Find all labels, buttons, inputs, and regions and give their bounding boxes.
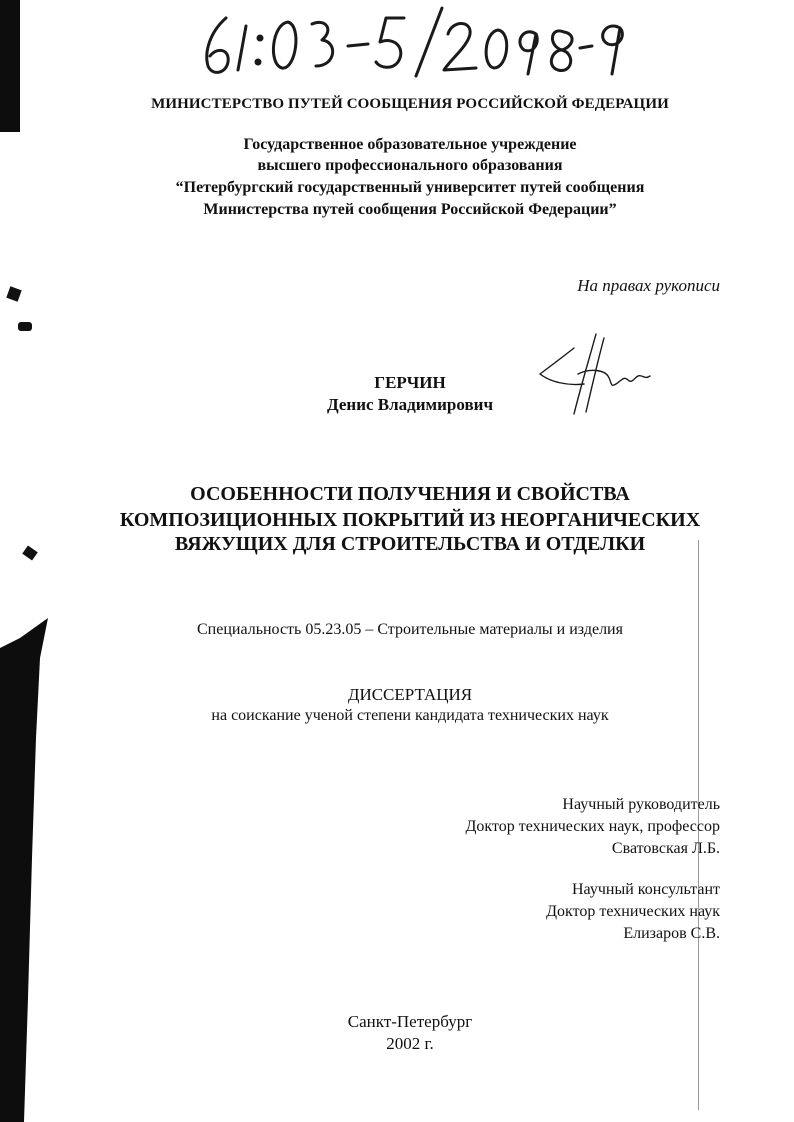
dissertation-title-line-3: ВЯЖУЩИХ ДЛЯ СТРОИТЕЛЬСТВА И ОТДЕЛКИ [174, 533, 646, 555]
degree-sought: на соискание ученой степени кандидата технических наук [211, 707, 609, 724]
consultant-degree: Доктор технических наук [546, 903, 720, 920]
author-signature [534, 332, 658, 418]
scan-speck [22, 545, 38, 560]
document-type: ДИССЕРТАЦИЯ [347, 685, 473, 704]
supervisor-degree: Доктор технических наук, профессор [465, 818, 720, 835]
supervisor-name: Сватовская Л.Б. [611, 840, 720, 857]
scan-edge-shadow-bottom [0, 618, 56, 1122]
ministry-name: МИНИСТЕРСТВО ПУТЕЙ СООБЩЕНИЯ РОССИЙСКОЙ ФЕДЕРАЦИИ [151, 96, 669, 112]
institution-line-4: Министерства путей сообщения Российской Федерации” [203, 201, 617, 218]
institution-line-1: Государственное образовательное учреждение [243, 136, 577, 153]
author-surname: ГЕРЧИН [374, 373, 446, 392]
consultant-name: Елизаров С.В. [623, 925, 720, 942]
institution-line-3: “Петербургский государственный университет путей сообщения [175, 179, 645, 196]
scan-speck [18, 322, 32, 331]
consultant-role: Научный консультант [572, 881, 720, 898]
author-name: Денис Владимирович [326, 395, 494, 414]
city: Санкт-Петербург [347, 1012, 473, 1031]
handwritten-archive-number [192, 4, 632, 84]
scan-edge-shadow [0, 0, 20, 132]
dissertation-title-line-1: ОСОБЕННОСТИ ПОЛУЧЕНИЯ И СВОЙСТВА [190, 483, 630, 505]
scan-speck [6, 286, 21, 301]
year: 2002 г. [386, 1034, 434, 1053]
institution-line-2: высшего профессионального образования [257, 157, 563, 174]
supervisor-role: Научный руководитель [562, 796, 720, 813]
dissertation-title-line-2: КОМПОЗИЦИОННЫХ ПОКРЫТИЙ ИЗ НЕОРГАНИЧЕСКИХ [119, 509, 701, 531]
specialty: Специальность 05.23.05 – Строительные материалы и изделия [197, 621, 623, 638]
manuscript-note: На правах рукописи [577, 276, 720, 295]
